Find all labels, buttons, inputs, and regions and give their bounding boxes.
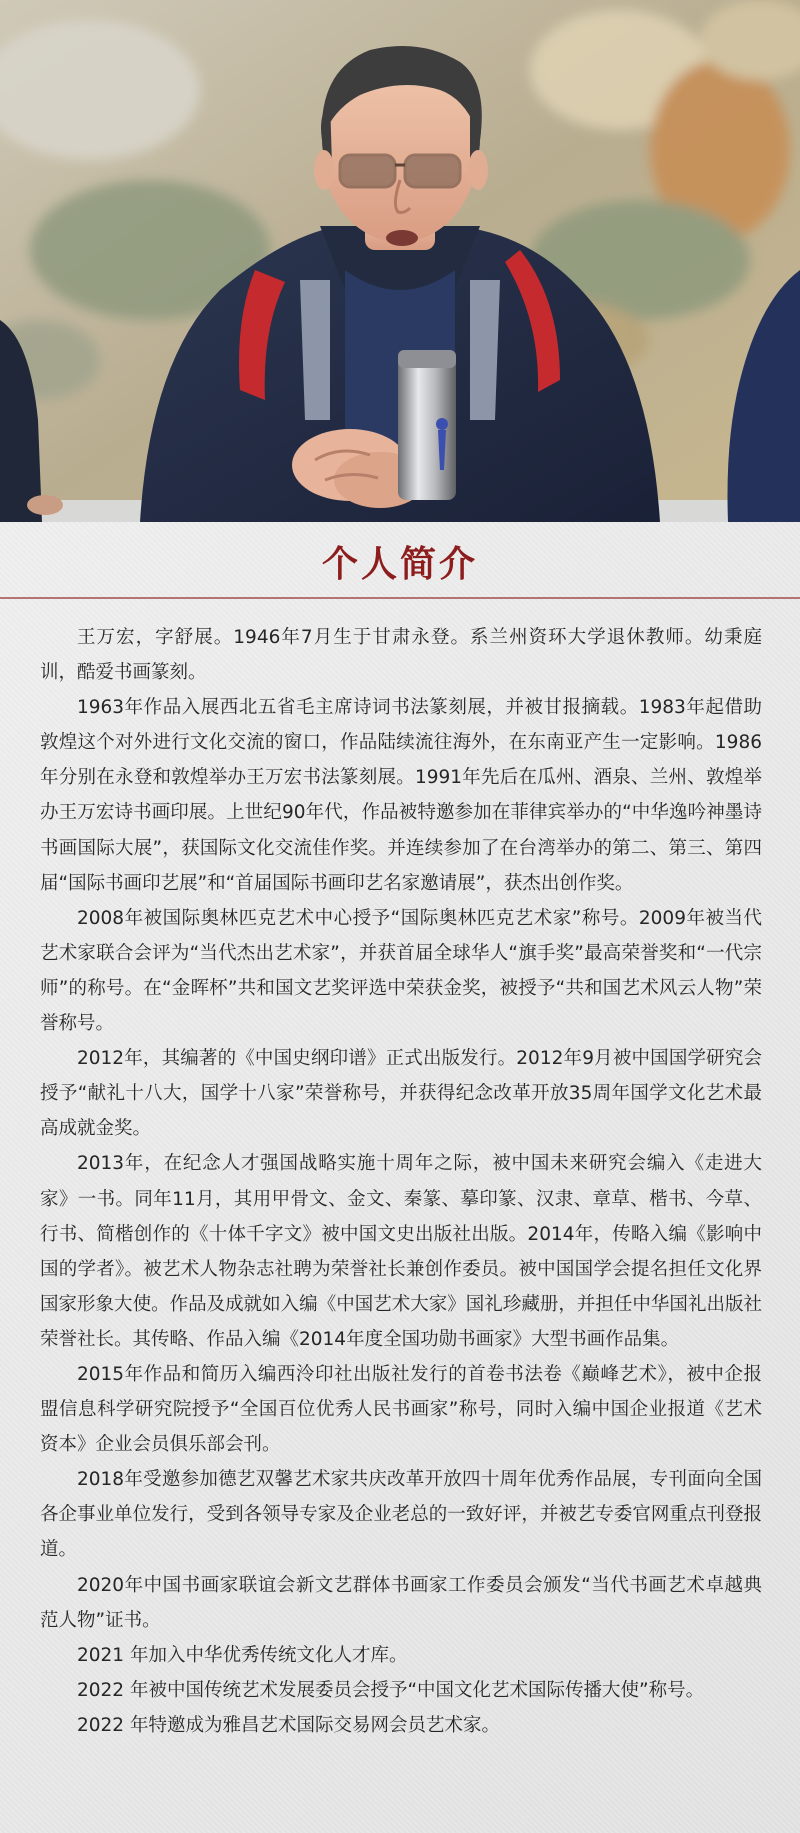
- page-title: 个人简介: [321, 543, 478, 585]
- title-divider: [0, 597, 800, 599]
- bio-paragraph-4: 2012年，其编著的《中国史纲印谱》正式出版发行。2012年9月被中国国学研究会授予“献礼十八大，国学十八家”荣誉称号，并获得纪念改革开放35周年国学文化艺术最高成就金奖。: [40, 1048, 762, 1140]
- bio-paragraph-10: 2022 年被中国传统艺术发展委员会授予“中国文化艺术国际传播大使”称号。: [77, 1679, 705, 1701]
- portrait-photo: [0, 0, 800, 522]
- bio-paragraph-6: 2015年作品和简历入编西泠印社出版社发行的首卷书法卷《巅峰艺术》，被中企报盟信息科学研究院授予“全国百位优秀人民书画家”称号，同时入编中国企业报道《艺术资本》企业会员俱乐部会刊。: [40, 1363, 762, 1456]
- bio-paragraph-11: 2022 年特邀成为雅昌艺术国际交易网会员艺术家。: [77, 1714, 500, 1736]
- bio-paragraph-3: 2008年被国际奥林匹克艺术中心授予“国际奥林匹克艺术家”称号。2009年被当代艺术家联合会评为“当代杰出艺术家”，并获首届全球华人“旗手奖”最高荣誉奖和“一代宗师”的称号。在“金晖杯”共和国文艺奖评选中荣获金奖，被授予“共和国艺术风云人物”荣誉称号。: [40, 907, 762, 1035]
- bio-paragraph-9: 2021 年加入中华优秀传统文化人才库。: [77, 1644, 408, 1666]
- bio-paragraph-1: 王万宏，字舒展。1946年7月生于甘肃永登。系兰州资环大学退休教师。幼秉庭训，酷爱书画篆刻。: [40, 627, 762, 684]
- biography: [40, 620, 762, 1743]
- portrait-illustration: [0, 0, 800, 522]
- title-section: [0, 522, 800, 604]
- bio-paragraph-2: 1963年作品入展西北五省毛主席诗词书法篆刻展，并被甘报摘载。1983年起借助敦煌这个对外进行文化交流的窗口，作品陆续流往海外，在东南亚产生一定影响。1986年分别在永登和敦煌举办王万宏书法篆刻展。1991年先后在瓜州、酒泉、兰州、敦煌举办王万宏诗书画印展。上世纪90年代，作品被特邀参加在菲律宾举办的“中华逸吟神墨诗书画国际大展”，获国际文化交流佳作奖。并连续参加了在台湾举办的第二、第三、第四届“国际书画印艺展”和“首届国际书画印艺名家邀请展”，获杰出创作奖。: [40, 697, 762, 894]
- bio-paragraph-5: 2013年，在纪念人才强国战略实施十周年之际，被中国未来研究会编入《走进大家》一书。同年11月，其用甲骨文、金文、秦篆、摹印篆、汉隶、章草、楷书、今草、行书、简楷创作的《十体千字文》被中国文史出版社出版。2014年，传略入编《影响中国的学者》。被艺术人物杂志社聘为荣誉社长兼创作委员。被中国国学会提名担任文化界国家形象大使。作品及成就如入编《中国艺术大家》国礼珍藏册，并担任中华国礼出版社荣誉社长。其传略、作品入编《2014年度全国功勋书画家》大型书画作品集。: [40, 1153, 762, 1350]
- bio-paragraph-7: 2018年受邀参加德艺双馨艺术家共庆改革开放四十周年优秀作品展，专刊面向全国各企事业单位发行，受到各领导专家及企业老总的一致好评，并被艺专委官网重点刊登报道。: [40, 1469, 762, 1561]
- bio-paragraph-8: 2020年中国书画家联谊会新文艺群体书画家工作委员会颁发“当代书画艺术卓越典范人物”证书。: [40, 1574, 762, 1631]
